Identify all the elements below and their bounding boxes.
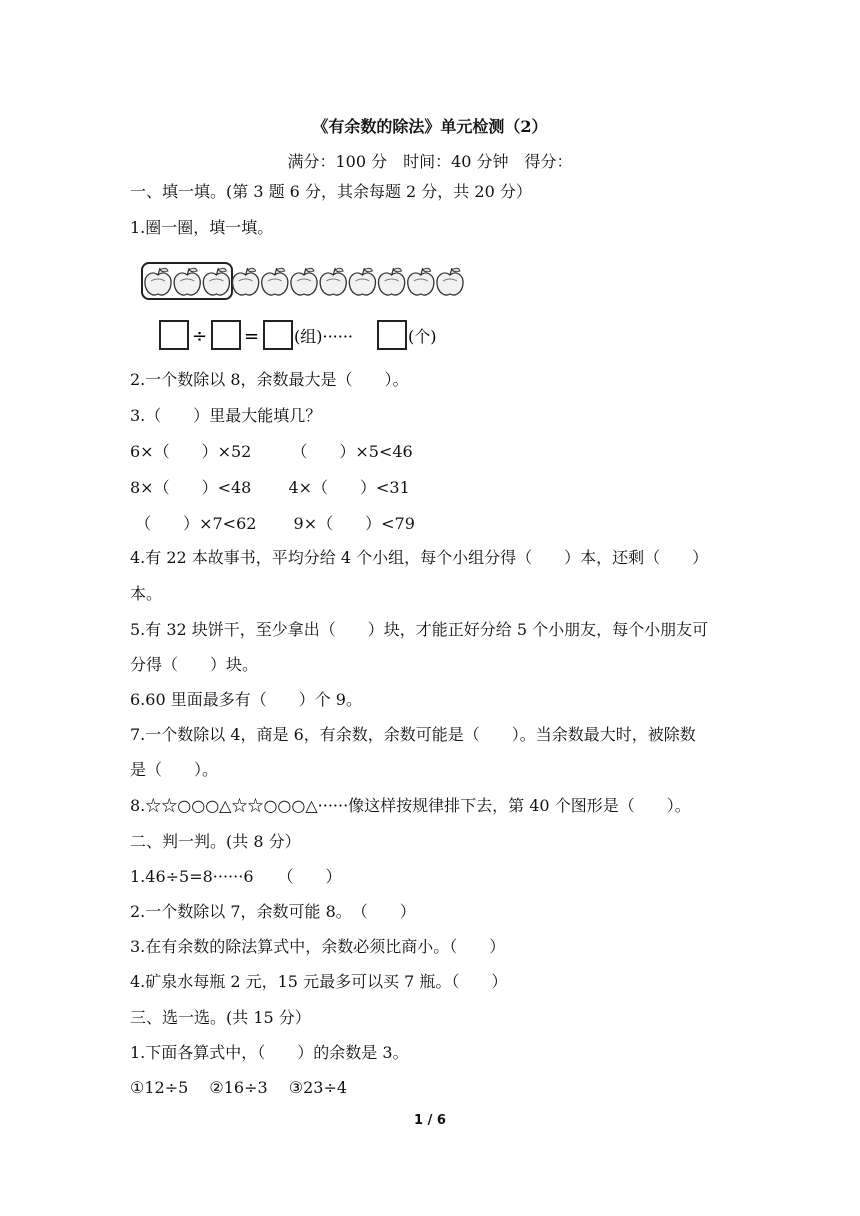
eq-equal-sign: = [244,326,260,347]
question-1-1: 1.圈一圈，填一填。 [130,218,274,237]
question-1-4-cont: 本。 [130,584,163,603]
apple-icon [349,268,375,295]
apple-icon [379,268,405,295]
section2-heading: 二、判一判。(共 8 分） [130,832,301,851]
judge-item: 4.矿泉水每瓶 2 元，15 元最多可以买 7 瓶。（ ） [130,972,508,991]
judge-item: 2.一个数除以 7，余数可能 8。 （ ） [130,902,416,921]
question-1-5: 5.有 32 块饼干，至少拿出（ ）块，才能正好分给 5 个小朋友，每个小朋友可 [130,620,709,639]
eq-divide-sign: ÷ [192,326,208,347]
eq-group-label: (组)······ [294,327,354,346]
blank-box-remainder [378,321,406,349]
section3-heading: 三、选一选。(共 15 分） [130,1008,311,1027]
choice-options: ①12÷5 ②16÷3 ③23÷4 [130,1078,348,1097]
blank-box-divisor [212,321,240,349]
page-number: 1 / 6 [414,1113,446,1128]
apple-icon [408,268,434,295]
division-equation-figure [158,318,458,358]
apple-icon [262,268,288,295]
apples-figure [140,260,480,302]
question-1-5-cont: 分得（ ）块。 [130,655,259,674]
score-info: 满分：100 分 时间：40 分钟 得分： [287,152,573,171]
question-1-3-row: （ ）×7<62 9×（ ）<79 [130,514,415,533]
apple-icon [174,268,200,295]
question-1-8: 8.☆☆○○○△☆☆○○○△······像这样按规律排下去，第 40 个图形是（ ）。 [130,796,691,815]
question-1-2: 2.一个数除以 8，余数最大是（ ）。 [130,370,409,389]
question-1-7-cont: 是（ ）。 [130,760,219,779]
judge-item: 1.46÷5=8······6 （ ） [130,867,342,886]
blank-box-quotient [264,321,292,349]
apple-icon [291,268,317,295]
apple-icon [145,268,171,295]
question-1-3: 3.（ ）里最大能填几？ [130,406,322,425]
blank-box-dividend [160,321,188,349]
apple-icon [233,268,259,295]
page-title: 《有余数的除法》单元检测（2） [312,117,548,136]
question-1-3-row: 8×（ ）<48 4×（ ）<31 [130,478,410,497]
apple-icon [320,268,346,295]
question-1-3-row: 6×（ ）×52 （ ）×5<46 [130,442,413,461]
apple-icon [203,268,229,295]
question-1-4: 4.有 22 本故事书，平均分给 4 个小组，每个小组分得（ ）本，还剩（ ） [130,548,709,567]
eq-unit-label: (个) [408,327,437,346]
choice-question-1: 1.下面各算式中，（ ）的余数是 3。 [130,1043,409,1062]
judge-item: 3.在有余数的除法算式中，余数必须比商小。（ ） [130,937,506,956]
question-1-6: 6.60 里面最多有（ ）个 9。 [130,690,362,709]
section1-heading: 一、填一填。(第 3 题 6 分，其余每题 2 分，共 20 分） [130,182,532,201]
question-1-7: 7.一个数除以 4，商是 6，有余数，余数可能是（ ）。当余数最大时，被除数 [130,725,696,744]
apple-icon [437,268,463,295]
